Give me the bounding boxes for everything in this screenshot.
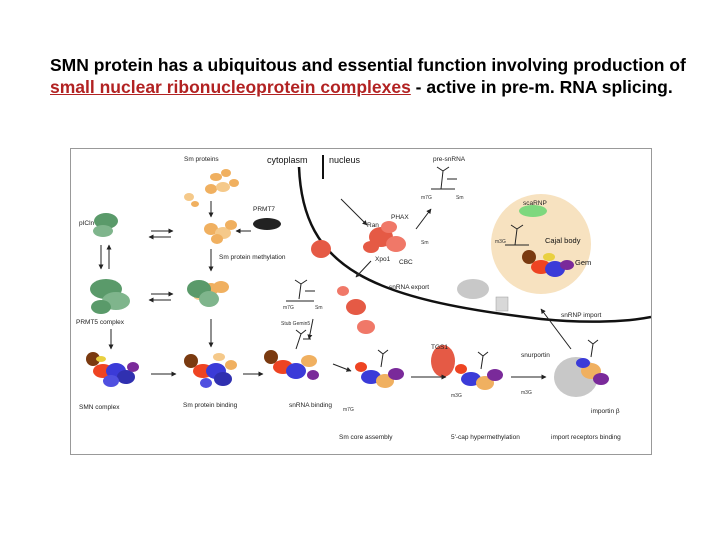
import-receptors-complex <box>554 340 609 397</box>
sm-ring-cluster <box>204 220 237 244</box>
sm-core-complex <box>355 350 404 388</box>
import-particle <box>457 279 489 299</box>
arrow <box>333 364 351 371</box>
smn-complex-label: SMN complex <box>79 404 120 411</box>
prmt5-complex-label: PRMT5 complex <box>76 319 125 326</box>
import-particle <box>496 297 508 311</box>
cap-hypermethylation-label: 5'-cap hypermethylation <box>451 434 520 441</box>
importin-beta-label: importin β <box>591 408 620 415</box>
nucleus-label: nucleus <box>329 155 361 165</box>
cytoplasmic-snrna <box>286 280 315 301</box>
snrna-binding-label: snRNA binding <box>289 402 332 409</box>
pre-snrna-shape <box>431 167 457 189</box>
m7g-label-2: m7G <box>283 305 294 311</box>
sm-label-3: Sm <box>315 305 323 311</box>
prmt7-label: PRMT7 <box>253 206 276 213</box>
m3g-label-2: m3G <box>495 239 506 245</box>
tgs1-label: TGS1 <box>431 344 448 351</box>
cytoplasm-label: cytoplasm <box>267 155 308 165</box>
heading-text-start: SMN protein has a ubiquitous and essential function involving production of <box>50 55 686 75</box>
arrow <box>416 209 431 229</box>
smn-complex-shape <box>86 352 139 387</box>
gem-label: Gem <box>575 258 592 267</box>
m3g-label-3: m3G <box>521 390 532 396</box>
prmt7-shape <box>253 218 281 230</box>
sm-binding-complex <box>184 353 237 388</box>
arrow <box>341 199 367 225</box>
sm-label-1: Sm <box>456 195 464 201</box>
cbc-label: CBC <box>399 259 413 266</box>
scarnp-label: scaRNP <box>523 200 547 207</box>
xpo1-label: Xpo1 <box>375 256 391 263</box>
snrnp-assembly-diagram <box>70 148 652 455</box>
snrna-binding-complex <box>264 330 319 380</box>
m7g-label-1: m7G <box>421 195 432 201</box>
snrnp-import-label: snRNP import <box>561 312 602 319</box>
sm-prmt5-complex <box>187 280 229 307</box>
stub-gemin5-label: Stub Gemin5 <box>281 321 311 327</box>
phax-label: PHAX <box>391 214 409 221</box>
picln-shape <box>93 213 118 237</box>
snrna-export-label: snRNA export <box>389 284 430 291</box>
sm-methylation-label: Sm protein methylation <box>219 254 286 261</box>
prmt5-complex-shape <box>90 279 130 314</box>
import-receptors-label: import receptors binding <box>551 434 621 441</box>
m3g-label-1: m3G <box>451 393 462 399</box>
sm-proteins-label: Sm proteins <box>184 156 219 163</box>
slide-heading <box>50 54 690 98</box>
cytoplasmic-export-proteins <box>311 240 375 334</box>
diagram-canvas <box>71 149 651 454</box>
cajal-body-label: Cajal body <box>545 236 581 245</box>
picln-label: pICln <box>79 220 95 227</box>
sm-core-label: Sm core assembly <box>339 434 393 441</box>
m7g-label-3: m7G <box>343 407 354 413</box>
sm-label-2: Sm <box>421 240 429 246</box>
cap-hypermethylation-complex <box>455 352 503 390</box>
heading-text-end: - active in pre-m. RNA splicing. <box>410 77 673 97</box>
snrnp-link[interactable]: small nuclear ribonucleoprotein complexes <box>50 77 411 97</box>
snurportin-label: snurportin <box>521 352 550 359</box>
ran-label: Ran <box>367 222 379 229</box>
arrow <box>356 261 371 277</box>
sm-binding-label: Sm protein binding <box>183 402 238 409</box>
pre-snrna-label: pre-snRNA <box>433 156 466 163</box>
